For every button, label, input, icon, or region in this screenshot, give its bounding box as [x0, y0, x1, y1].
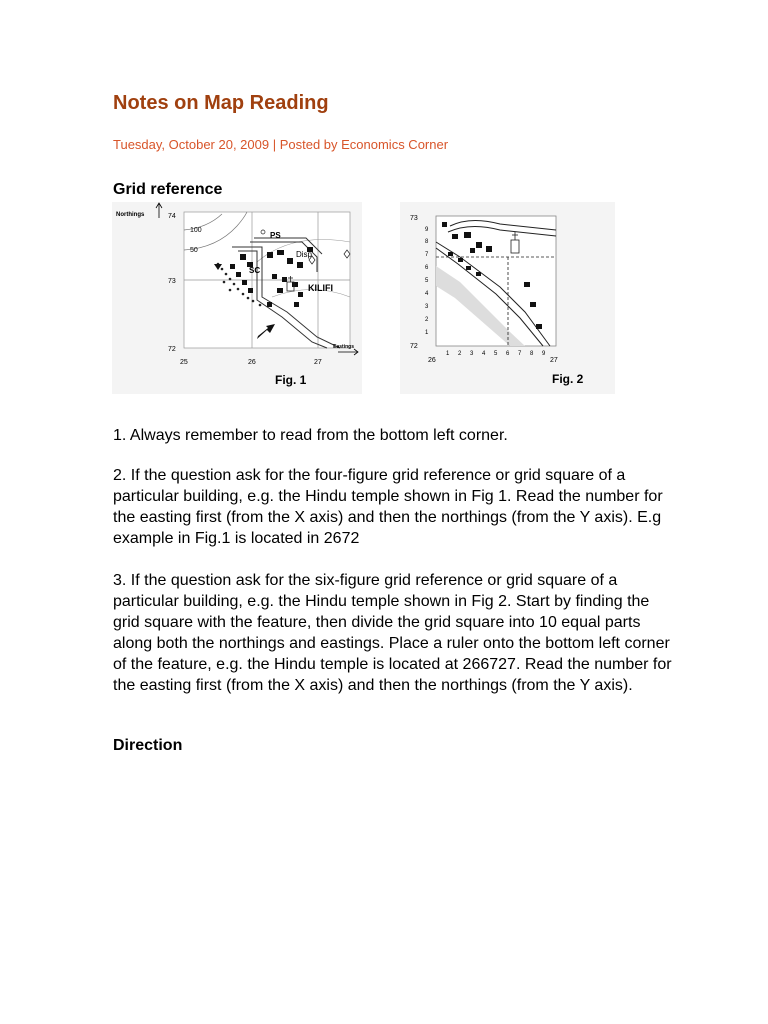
fig1-y-tick: 73 [168, 278, 176, 285]
fig2-map-svg [400, 202, 615, 394]
fig2-x-sub: 4 [482, 351, 486, 357]
figure-1 [112, 202, 362, 394]
fig2-y-sub: 2 [425, 317, 429, 323]
paragraph-3: 3. If the question ask for the six-figure grid reference or grid square of a particular building, e.g. the Hindu temple shown in Fig 2. Start by finding the grid square with the feature, then divide the grid square into 10 equal parts along both the northings and eastings. Place a ruler onto the bottom left corner of the feature, e.g. the Hindu temple is located at 266727. Read the number for the easting first (from the X axis) and then the northings (from the Y axis). [113, 572, 672, 694]
fig2-y-sub: 9 [425, 227, 429, 233]
fig1-y-tick: 72 [168, 346, 176, 353]
post-title[interactable]: Notes on Map Reading [113, 92, 329, 114]
fig2-y-sub: 5 [425, 278, 429, 284]
fig2-x-sub: 3 [470, 351, 474, 357]
fig2-x-sub: 9 [542, 351, 546, 357]
fig1-x-tick: 27 [314, 359, 322, 366]
fig2-x-tick: 27 [550, 357, 558, 364]
fig2-y-sub: 1 [425, 330, 429, 336]
fig2-x-sub: 2 [458, 351, 462, 357]
fig1-contour-100: 100 [190, 227, 202, 234]
fig2-x-sub: 7 [518, 351, 522, 357]
fig1-y-tick: 74 [168, 213, 176, 220]
fig1-x-tick: 26 [248, 359, 256, 366]
fig2-y-sub: 7 [425, 252, 429, 258]
fig2-y-sub: 3 [425, 304, 429, 310]
fig2-x-sub: 1 [446, 351, 450, 357]
fig2-caption: Fig. 2 [552, 372, 584, 386]
fig2-y-sub: 4 [425, 291, 429, 297]
fig1-y-axis-label: Northings [116, 212, 145, 218]
post-meta: Tuesday, October 20, 2009 | Posted by Economics Corner [113, 137, 449, 152]
paragraph-1: 1. Always remember to read from the bottom left corner. [113, 427, 508, 444]
fig2-x-tick: 26 [428, 357, 436, 364]
fig2-x-sub: 6 [506, 351, 510, 357]
fig1-label-disp: Disp [296, 250, 313, 259]
fig1-label-kilifi: KILIFI [308, 283, 333, 293]
fig1-caption: Fig. 1 [275, 373, 307, 387]
fig2-x-sub: 5 [494, 351, 498, 357]
fig1-map-svg [112, 202, 362, 394]
fig1-x-axis-label: Eastings [333, 344, 354, 350]
fig2-y-tick: 73 [410, 215, 418, 222]
fig1-label-sc: SC [249, 266, 261, 275]
figure-2 [400, 202, 615, 394]
grid-reference-heading: Grid reference [113, 181, 223, 198]
fig1-contour-50: 50 [190, 247, 198, 254]
fig2-y-sub: 8 [425, 239, 429, 245]
paragraph-2: 2. If the question ask for the four-figure grid reference or grid square of a particular building, e.g. the Hindu temple shown in Fig 1. Read the number for the easting first (from the X axis) and then the northings (from the Y axis). E.g example in Fig.1 is located in 2672 [113, 467, 663, 547]
fig2-x-sub: 8 [530, 351, 534, 357]
fig1-label-ps: PS [270, 231, 281, 240]
fig1-x-tick: 25 [180, 359, 188, 366]
direction-heading: Direction [113, 737, 183, 754]
fig2-y-sub: 6 [425, 265, 429, 271]
fig2-y-tick: 72 [410, 343, 418, 350]
